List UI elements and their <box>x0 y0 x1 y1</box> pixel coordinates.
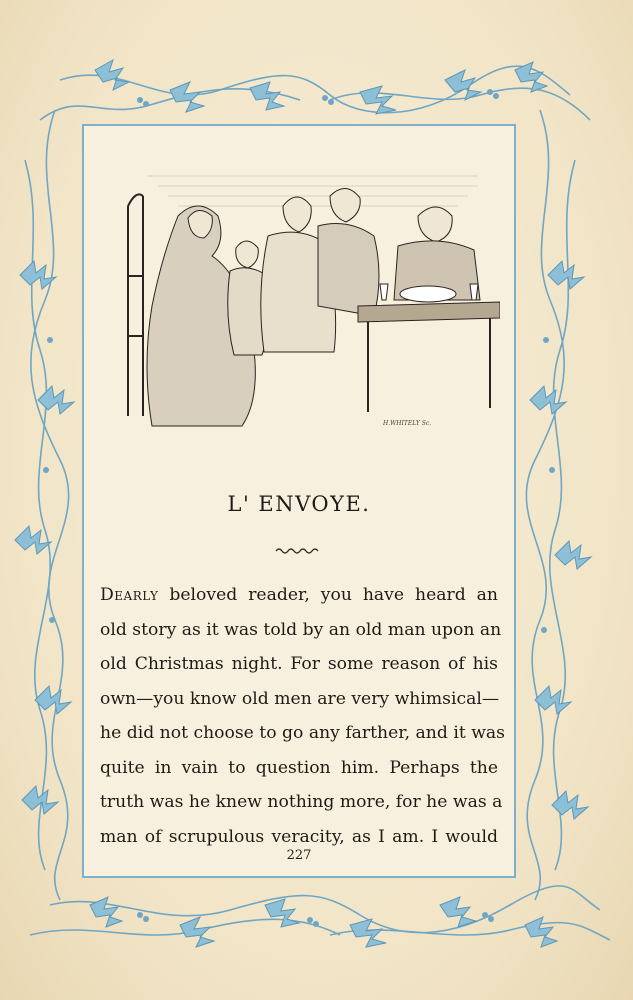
text-line: old story as it was told by an old man upon an <box>100 619 502 640</box>
text-line: truth was he knew nothing more, for he was a <box>100 792 503 812</box>
text-line: he did not choose to go any farther, and it was <box>100 723 505 743</box>
text-line: own—you know old men are very whimsical— <box>100 688 500 709</box>
engraving-illustration <box>118 156 500 434</box>
first-word-small-caps: Dearly <box>100 585 159 605</box>
text-line: old Christmas night. For some reason of his <box>100 654 498 674</box>
text-line: quite in vain to question him. Perhaps the <box>100 757 498 778</box>
text-line: Dearly beloved reader, you have heard an <box>100 585 498 605</box>
chapter-title: L' ENVOYE. <box>227 492 371 516</box>
engraver-signature: H.WHITELY Sc. <box>383 420 432 427</box>
wavy-rule-ornament <box>275 546 321 556</box>
page-number: 227 <box>286 848 312 863</box>
body-text <box>100 578 505 854</box>
text-line: man of scrupulous veracity, as I am. I would <box>100 826 498 847</box>
